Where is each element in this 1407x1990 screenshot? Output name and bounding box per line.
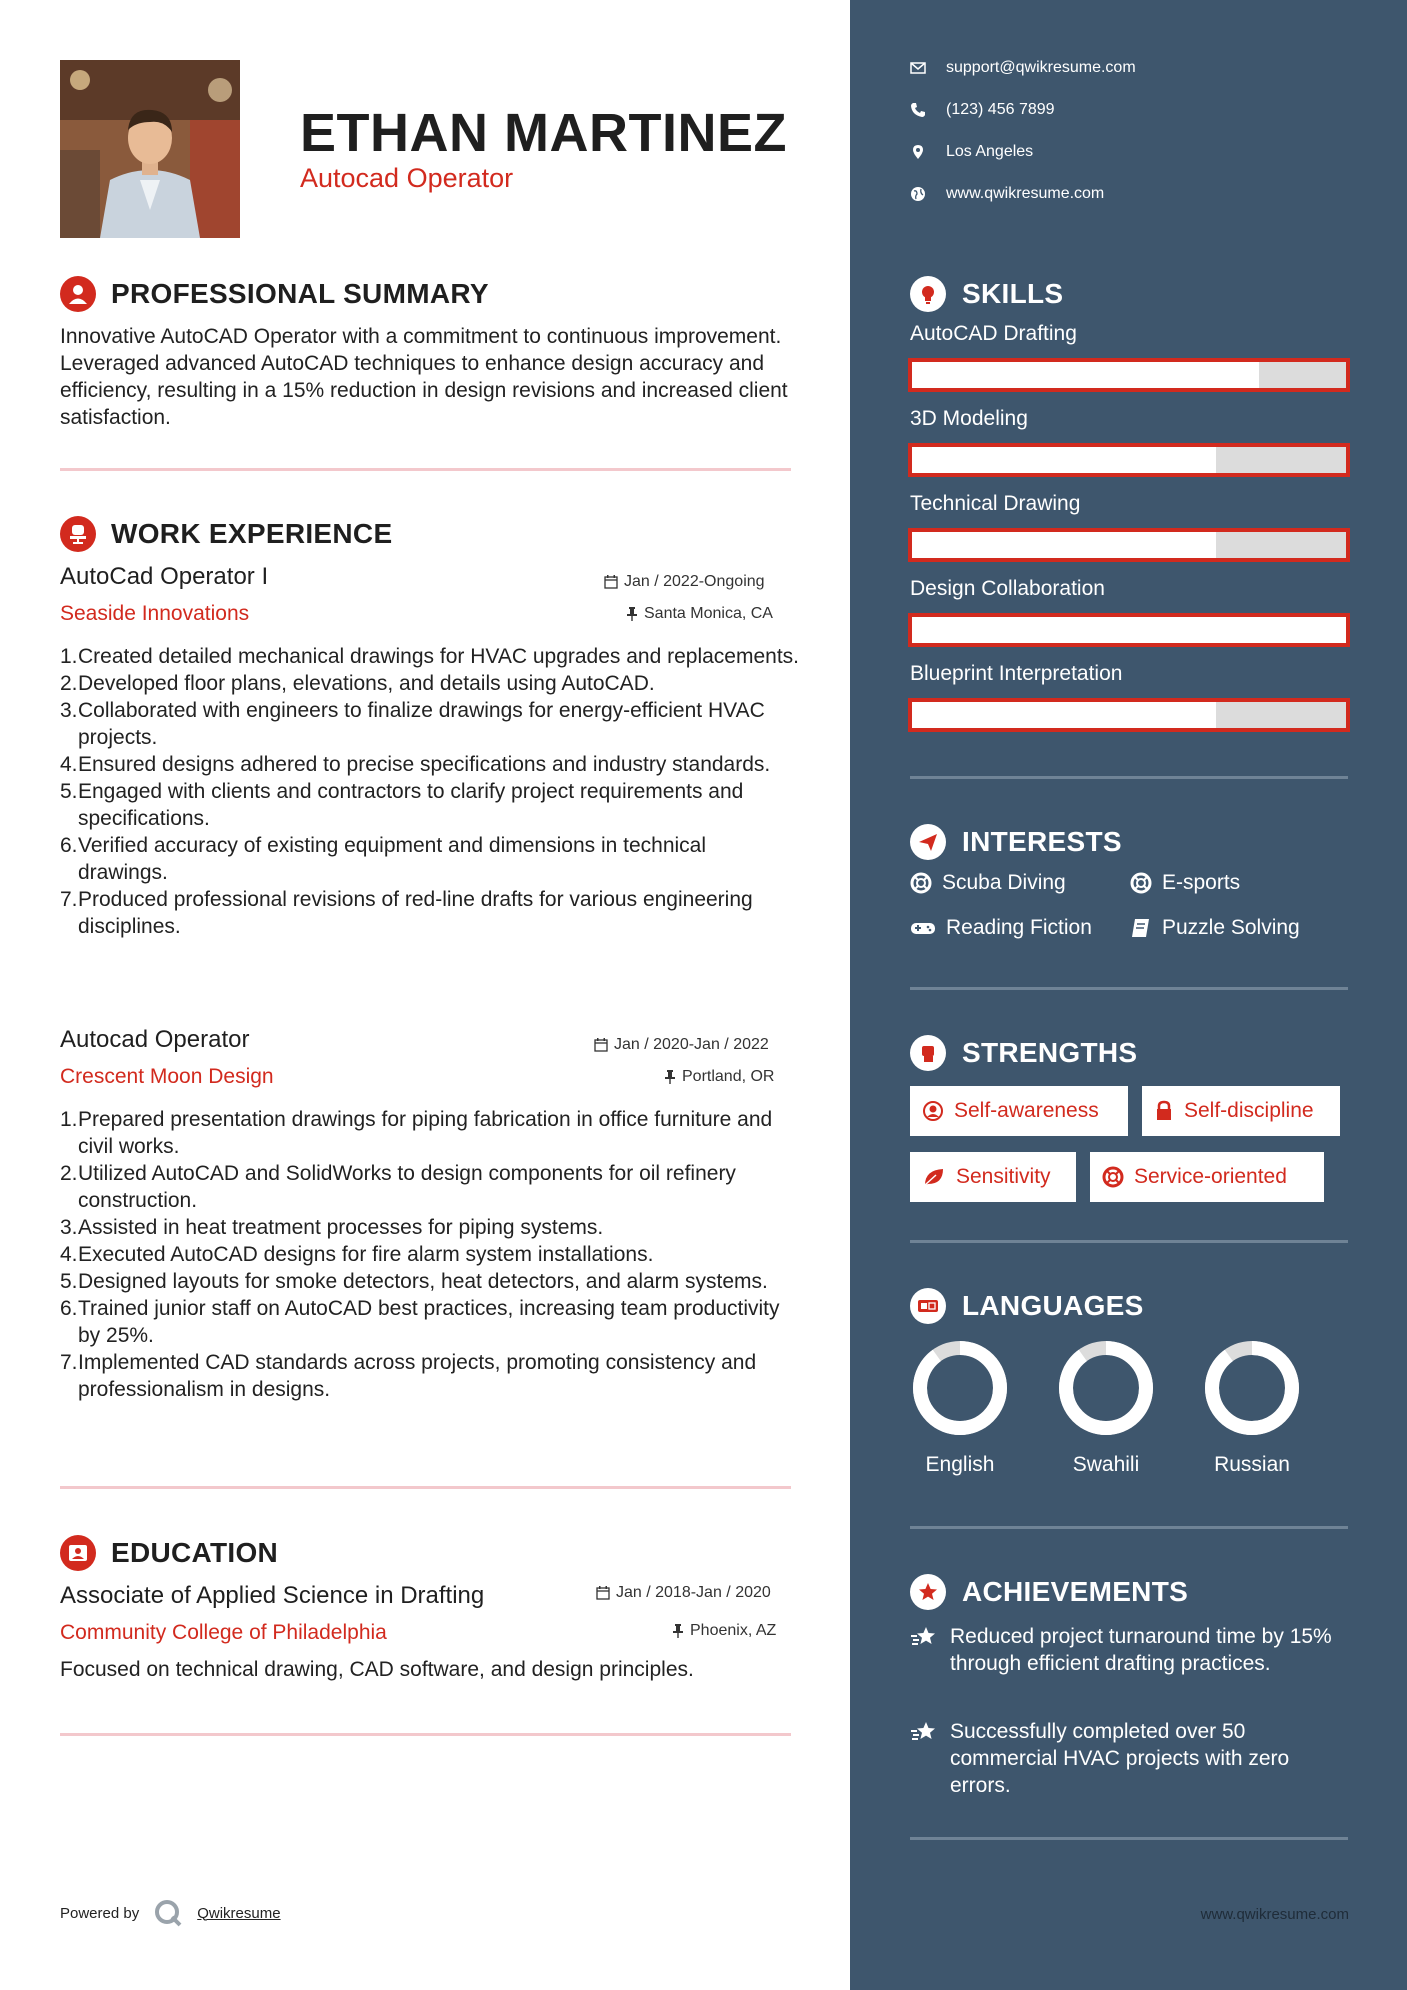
skill-level-bar <box>908 528 1350 562</box>
map-pin-icon <box>910 144 926 160</box>
skill-level-fill <box>912 532 1216 558</box>
shooting-star-icon <box>910 1625 938 1649</box>
section-divider <box>60 1486 791 1489</box>
languages-heading: LANGUAGES <box>910 1288 1144 1324</box>
list-item: 2. Utilized AutoCAD and SolidWorks to design components for oil refinery construction. <box>60 1162 736 1212</box>
star-badge-icon <box>910 1574 946 1610</box>
contact-email[interactable]: support@qwikresume.com <box>910 59 1136 77</box>
skill-label: Design Collaboration <box>910 577 1105 600</box>
education-location: Phoenix, AZ <box>672 1622 776 1640</box>
summary-heading: PROFESSIONAL SUMMARY <box>60 276 489 312</box>
lifebuoy-icon <box>910 872 932 894</box>
job-company: Crescent Moon Design <box>60 1065 274 1088</box>
skill-label: AutoCAD Drafting <box>910 322 1077 345</box>
strength-chip: Sensitivity <box>910 1152 1076 1202</box>
language-label: Russian <box>1214 1453 1290 1476</box>
list-item: 4. Ensured designs adhered to precise specifications and industry standards. <box>60 753 771 776</box>
achievement-item: Successfully completed over 50 commercial HVAC projects with zero errors. <box>910 1718 1350 1799</box>
list-item: 6. Trained junior staff on AutoCAD best practices, increasing team productivity by 25%. <box>60 1297 780 1347</box>
school-name: Community College of Philadelphia <box>60 1621 387 1644</box>
footer-website[interactable]: www.qwikresume.com <box>1200 1906 1349 1923</box>
list-item: 7. Implemented CAD standards across projects, promoting consistency and professionalism in designs. <box>60 1351 757 1401</box>
candidate-name: ETHAN MARTINEZ <box>300 103 787 163</box>
list-item: 5. Engaged with clients and contractors to clarify project requirements and specifications. <box>60 780 744 830</box>
lifebuoy-icon <box>1102 1166 1124 1188</box>
section-divider <box>910 776 1348 779</box>
strength-chip: Service-oriented <box>1090 1152 1324 1202</box>
strengths-heading: STRENGTHS <box>910 1035 1137 1071</box>
job-location: Portland, OR <box>664 1068 774 1086</box>
contact-location: Los Angeles <box>910 143 1033 161</box>
fist-icon <box>910 1035 946 1071</box>
list-item: 6. Verified accuracy of existing equipment and dimensions in technical drawings. <box>60 834 707 884</box>
list-item: 4. Executed AutoCAD designs for fire alarm system installations. <box>60 1243 654 1266</box>
skill-label: 3D Modeling <box>910 407 1028 430</box>
section-divider <box>910 987 1348 990</box>
achievement-item: Reduced project turnaround time by 15% through efficient drafting practices. <box>910 1623 1350 1677</box>
contact-website[interactable]: www.qwikresume.com <box>910 185 1104 203</box>
skill-level-bar <box>908 613 1350 647</box>
language-item <box>900 1338 1020 1477</box>
language-level-ring <box>1056 1338 1156 1438</box>
job-duties <box>60 1106 800 1403</box>
user-circle-icon <box>922 1100 944 1122</box>
interest-item: E-sports <box>1130 871 1240 895</box>
briefcase-chair-icon <box>60 516 96 552</box>
candidate-title: Autocad Operator <box>300 163 514 193</box>
calendar-icon <box>594 1038 608 1052</box>
skill-label: Blueprint Interpretation <box>910 662 1123 685</box>
skill-level-fill <box>912 702 1216 728</box>
skill-level-bar <box>908 698 1350 732</box>
pin-icon <box>664 1070 676 1084</box>
job-title: AutoCad Operator I <box>60 563 269 590</box>
skill-level-fill <box>912 447 1216 473</box>
job-duties <box>60 643 800 940</box>
qwikresume-logo-icon <box>153 1898 183 1928</box>
profile-photo <box>60 60 240 238</box>
skills-heading: SKILLS <box>910 276 1063 312</box>
envelope-icon <box>910 60 926 76</box>
list-item: 7. Produced professional revisions of red-line drafts for various engineering disciplines. <box>60 888 753 938</box>
contact-phone[interactable]: (123) 456 7899 <box>910 101 1055 119</box>
pin-icon <box>672 1624 684 1638</box>
strength-chip: Self-awareness <box>910 1086 1128 1136</box>
section-divider <box>910 1240 1348 1243</box>
skill-level-bar <box>908 358 1350 392</box>
list-item: 5. Designed layouts for smoke detectors, heat detectors, and alarm systems. <box>60 1270 768 1293</box>
job-title: Autocad Operator <box>60 1026 250 1053</box>
gamepad-icon <box>910 917 936 939</box>
skill-level-fill <box>912 617 1346 643</box>
skill-level-bar <box>908 443 1350 477</box>
paper-plane-icon <box>910 824 946 860</box>
shooting-star-icon <box>910 1720 938 1744</box>
job-date: Jan / 2020-Jan / 2022 <box>594 1036 769 1054</box>
strength-chip: Self-discipline <box>1142 1086 1340 1136</box>
section-divider <box>60 1733 791 1736</box>
lightbulb-icon <box>910 276 946 312</box>
interest-item: Reading Fiction <box>910 916 1092 940</box>
language-label: Swahili <box>1072 1453 1140 1476</box>
language-label: English <box>925 1453 995 1476</box>
degree-title: Associate of Applied Science in Drafting <box>60 1582 485 1609</box>
user-icon <box>60 276 96 312</box>
education-heading: EDUCATION <box>60 1535 278 1571</box>
section-divider <box>910 1837 1348 1840</box>
calendar-icon <box>604 575 618 589</box>
section-divider <box>910 1526 1348 1529</box>
education-description: Focused on technical drawing, CAD software, and design principles. <box>60 1658 694 1681</box>
pin-icon <box>626 607 638 621</box>
qwikresume-link[interactable]: Qwikresume <box>197 1904 281 1922</box>
language-item <box>1192 1338 1312 1477</box>
language-level-ring <box>910 1338 1010 1438</box>
skill-label: Technical Drawing <box>910 492 1081 515</box>
globe-icon <box>910 186 926 202</box>
job-date: Jan / 2022-Ongoing <box>604 573 765 591</box>
lock-icon <box>1154 1100 1174 1122</box>
leaf-icon <box>922 1166 946 1188</box>
job-location: Santa Monica, CA <box>626 605 773 623</box>
language-item <box>1046 1338 1166 1477</box>
language-ring-fill <box>1212 1348 1292 1428</box>
book-icon <box>1130 917 1152 939</box>
translate-icon <box>910 1288 946 1324</box>
language-ring-fill <box>920 1348 1000 1428</box>
education-date: Jan / 2018-Jan / 2020 <box>596 1584 771 1602</box>
footer-powered-by: Powered by Qwikresume <box>60 1898 281 1928</box>
phone-icon <box>910 102 926 118</box>
language-ring-fill <box>1066 1348 1146 1428</box>
section-divider <box>60 468 791 471</box>
job-company: Seaside Innovations <box>60 602 250 625</box>
list-item: 1. Prepared presentation drawings for piping fabrication in office furniture and civil works. <box>60 1108 773 1158</box>
list-item: 2. Developed floor plans, elevations, and details using AutoCAD. <box>60 672 655 695</box>
lifebuoy-icon <box>1130 872 1152 894</box>
graduation-icon <box>60 1535 96 1571</box>
experience-heading: WORK EXPERIENCE <box>60 516 392 552</box>
achievements-heading: ACHIEVEMENTS <box>910 1574 1188 1610</box>
calendar-icon <box>596 1586 610 1600</box>
interest-item: Scuba Diving <box>910 871 1066 895</box>
list-item: 3. Collaborated with engineers to finalize drawings for energy-efficient HVAC projects. <box>60 699 765 749</box>
list-item: 1. Created detailed mechanical drawings for HVAC upgrades and replacements. <box>60 645 800 668</box>
summary-text: Innovative AutoCAD Operator with a commitment to continuous improvement. Leveraged advanced AutoCAD techniques to enhance design accuracy and efficiency, resulting in a 15% reduction in design revisions and increased client satisfaction. <box>60 325 788 429</box>
list-item: 3. Assisted in heat treatment processes for piping systems. <box>60 1216 604 1239</box>
language-level-ring <box>1202 1338 1302 1438</box>
interests-heading: INTERESTS <box>910 824 1122 860</box>
skill-level-fill <box>912 362 1259 388</box>
interest-item: Puzzle Solving <box>1130 916 1300 940</box>
